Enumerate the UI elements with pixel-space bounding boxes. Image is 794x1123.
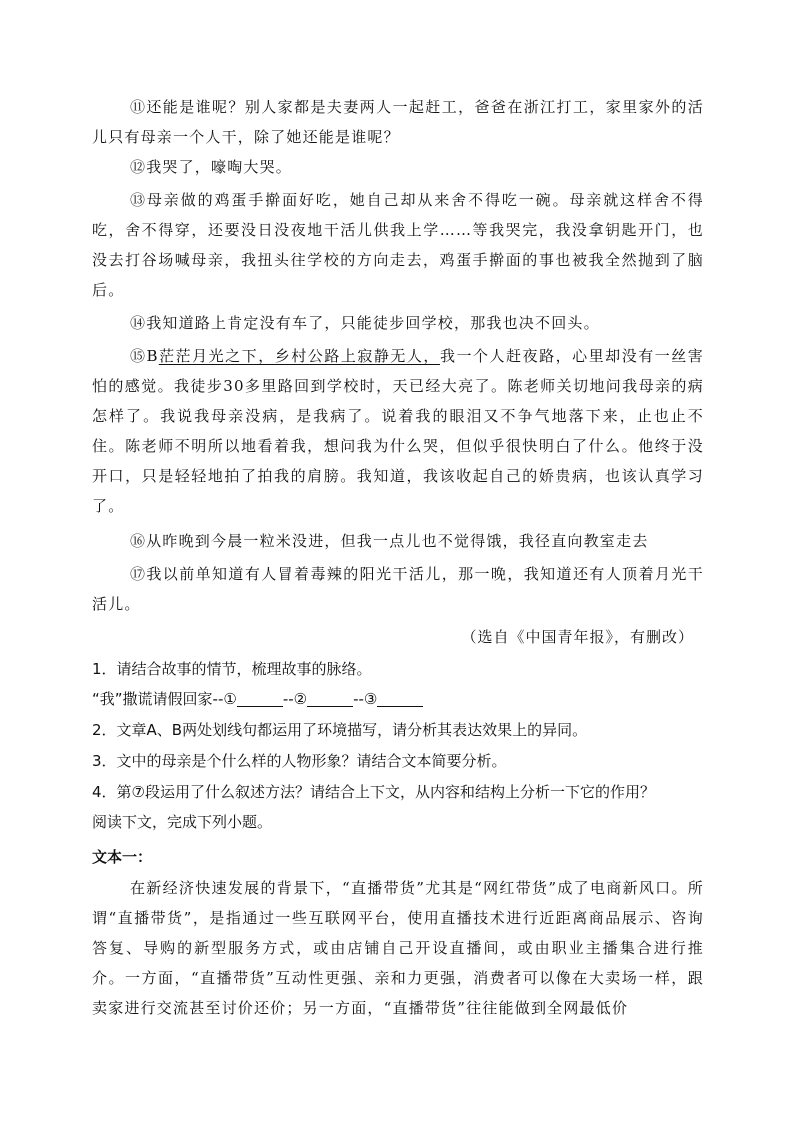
answer-blank-2[interactable]	[307, 690, 353, 707]
paragraph-15-rest: 我一个人赶夜路，心里却没有一丝害怕的感觉。我徒步30多里路回到学校时，天已经大亮了。陈老师关切地问我母亲的病怎样了。我说我母亲没病，是我病了。说着我的眼泪又不争气地落下来，止也止不住。陈老师不明所以地看着我，想问我为什么哭，但似乎很快明白了什么。他终于没开口，只是轻轻地拍了拍我的肩膀。我知道，我该收起自己的娇贵病，也该认真学习了。	[92, 347, 704, 515]
answer-line-start: “我”撒谎请假回家--①	[92, 690, 237, 708]
answer-blank-1[interactable]	[237, 690, 283, 707]
reading-instruction: 阅读下文，完成下列小题。	[92, 813, 273, 831]
question-2: 2．文章A、B两处划线句都运用了环境描写，请分析其表达效果上的异同。	[92, 721, 588, 739]
underlined-sentence-b: 茫茫月光之下，乡村公路上寂静无人，	[158, 347, 440, 365]
text1-body: 在新经济快速发展的背景下，“直播带货”尤其是“网红带货”成了电商新风口。所谓“直播带货”，是指通过一些互联网平台，使用直播技术进行近距离商品展示、咨询答复、导购的新型服务方式，或由店铺自己开设直播间，或由职业主播集合进行推介。一方面，“直播带货”互动性更强、亲和力更强，消费者可以像在大卖场一样，跟卖家进行交流甚至讨价还价；另一方面，“直播带货”往往能做到全网最低价	[92, 879, 704, 1017]
text1-heading: 文本一：	[92, 848, 153, 866]
answer-blank-3[interactable]	[377, 690, 423, 707]
paragraph-11: ⑪还能是谁呢？别人家都是夫妻两人一起赶工，爸爸在浙江打工，家里家外的活儿只有母亲一个人干，除了她还能是谁呢？	[92, 98, 704, 146]
paragraph-15-prefix: ⑮B	[130, 347, 159, 365]
paragraph-13: ⑬母亲做的鸡蛋手擀面好吃，她自己却从来舍不得吃一碗。母亲就这样舍不得吃，舍不得穿，还要没日没夜地干活儿供我上学……等我哭完，我没拿钥匙开门，也没去打谷场喊母亲，我扭头往学校的方向走去，鸡蛋手擀面的事也被我全然抛到了脑后。	[92, 191, 704, 299]
answer-sep-2: --②	[282, 690, 308, 708]
question-4: 4．第⑦段运用了什么叙述方法？请结合上下文，从内容和结构上分析一下它的作用？	[92, 783, 655, 801]
question-1: 1．请结合故事的情节，梳理故事的脉络。	[92, 660, 372, 678]
paragraph-12: ⑫我哭了，嚎啕大哭。	[130, 158, 293, 176]
question-1-answer-line	[92, 684, 704, 714]
question-3: 3．文中的母亲是个什么样的人物形象？请结合文本简要分析。	[92, 752, 507, 770]
paragraph-17: ⑰我以前单知道有人冒着毒辣的阳光干活儿，那一晚，我知道还有人顶着月光干活儿。	[92, 565, 704, 613]
paragraph-16: ⑯从昨晚到今晨一粒米没进，但我一点儿也不觉得饿，我径直向教室走去	[130, 532, 649, 550]
answer-sep-3: --③	[353, 690, 378, 708]
source-citation: （选自《中国青年报》，有删改）	[461, 628, 694, 646]
paragraph-14: ⑭我知道路上肯定没有车了，只能徒步回学校，那我也决不回头。	[130, 314, 600, 332]
paragraph-15	[92, 341, 704, 521]
